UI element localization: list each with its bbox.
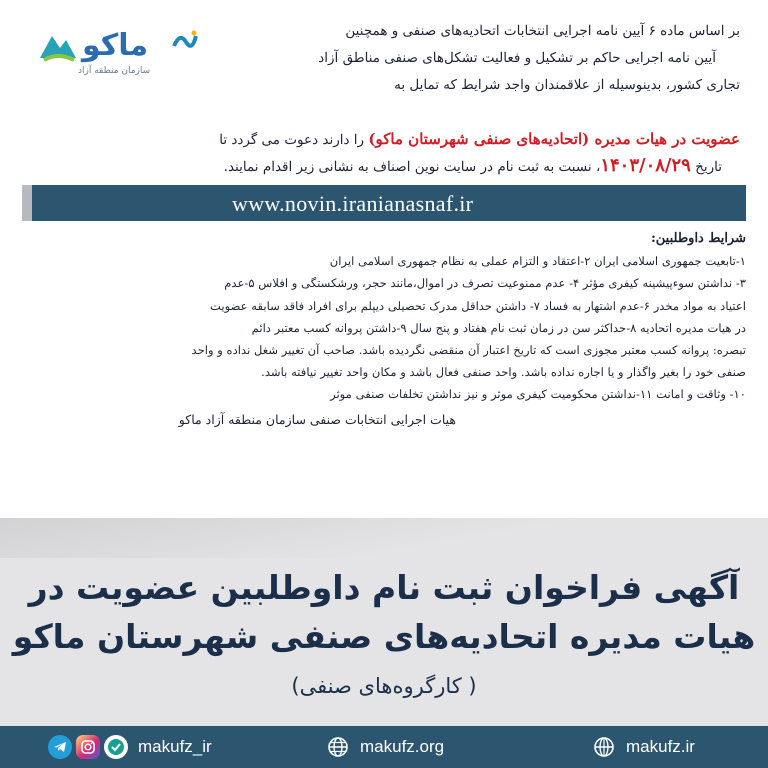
telegram-icon[interactable] (48, 735, 72, 759)
board-membership-highlight: عضویت در هیات مدیره (اتحادیه‌های صنفی شهرستان ماکو) (368, 130, 740, 148)
logo-subtitle: سازمان منطقه آزاد (78, 66, 151, 76)
mountain-logo-icon (38, 22, 78, 66)
condition-line: در هیات مدیره اتحادیه ۸-حداکثر سن در زمان ثبت نام هفتاد و پنج سال ۹-داشتن پروانه کسب معتبر دائم (251, 320, 746, 335)
condition-line: ۱۰- وثاقت و امانت ۱۱-نداشتن محکومیت کیفری موثر و نیز نداشتن تخلفات صنفی موثر (330, 387, 746, 402)
intro-line: ، نسبت به ثبت نام در سایت نوین اصناف به نشانی زیر اقدام نمایند. (223, 159, 601, 175)
globe-icon (592, 735, 616, 759)
condition-line: تبصره: پروانه کسب معتبر مجوزی است که تاریخ اعتبار آن منقضی نگردیده باشد. صاحب آن تغییر شغل نداده و واحد (191, 343, 746, 358)
intro-invitation (20, 126, 740, 180)
conditions-title: شرایط داوطلبین: (650, 231, 746, 246)
logo-wordmark: ماکو (82, 28, 149, 63)
headline-line-2: هیات مدیره اتحادیه‌های صنفی شهرستان ماکو (12, 617, 756, 656)
intro-line: را دارند دعوت می گردد تا (219, 132, 365, 148)
candidate-conditions (16, 228, 746, 431)
web-handle-text[interactable]: makufz.ir (626, 737, 695, 756)
instagram-icon[interactable] (76, 735, 100, 759)
makufz-logo (38, 22, 198, 82)
banner-stripe (0, 518, 768, 558)
social-handle[interactable]: makufz_ir (138, 737, 212, 756)
deadline-date: ۱۴۰۳/۰۸/۲۹ (600, 155, 691, 176)
website-link (326, 734, 444, 760)
web-handle-link (592, 734, 695, 760)
intro-paragraph (220, 18, 740, 99)
condition-line: ۱-تابعیت جمهوری اسلامی ایران ۲-اعتقاد و التزام عملی به نظام جمهوری اسلامی ایران (329, 254, 746, 269)
registration-url-bar (22, 185, 746, 221)
globe-icon (326, 735, 350, 759)
wave-mark-icon (172, 28, 198, 54)
intro-line: تجاری کشور، بدینوسیله از علاقمندان واجد شرایط که تمایل به (394, 77, 740, 93)
headline-line-1: آگهی فراخوان ثبت نام داوطلبین عضویت در (28, 568, 740, 607)
condition-line: اعتیاد به مواد مخدر ۶-عدم اشتهار به فساد ۷- داشتن حداقل مدرک تحصیلی دیپلم برای افراد فاقد سابقه عضویت (210, 298, 746, 313)
date-prefix: تاریخ (695, 159, 722, 175)
social-links (48, 734, 212, 760)
intro-line: بر اساس ماده ۶ آیین نامه اجرایی انتخابات اتحادیه‌های صنفی و همچنین (345, 23, 740, 39)
headline-line-3: ( کارگروه‌های صنفی) (291, 674, 477, 698)
signature: هیات اجرایی انتخابات صنفی سازمان منطقه آزاد ماکو (178, 411, 456, 427)
footer-bar (0, 726, 768, 768)
condition-line: ۳- نداشتن سوءپیشینه کیفری مؤثر ۴- عدم ممنوعیت تصرف در اموال،مانند حجر، ورشکستگی و افلاس ۵-عدم (224, 276, 746, 291)
website-text[interactable]: makufz.org (360, 737, 445, 756)
intro-line: آیین نامه اجرایی حاکم بر تشکیل و فعالیت تشکل‌های صنفی مناطق آزاد (318, 50, 716, 66)
condition-line: صنفی خود را بغیر واگذار و یا اجاره نداده باشد. واحد صنفی فعال باشد و مکان واحد تغییر نیافته باشد. (261, 365, 746, 380)
verified-check-icon[interactable] (104, 735, 128, 759)
registration-url[interactable]: www.novin.iranianasnaf.ir (232, 191, 474, 216)
